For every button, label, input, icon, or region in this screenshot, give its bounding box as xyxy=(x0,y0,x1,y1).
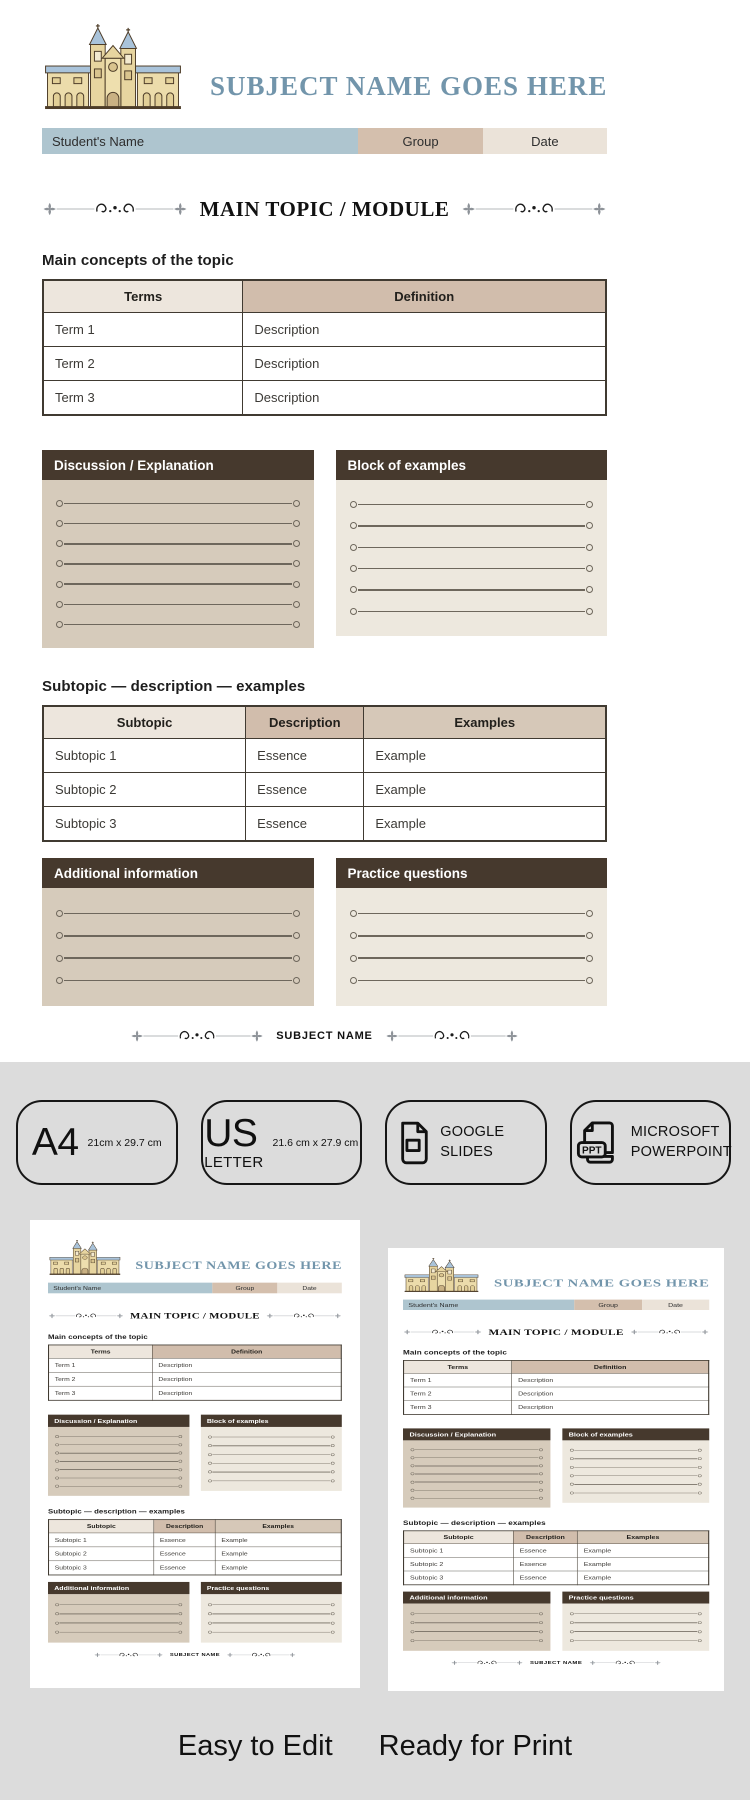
writing-line xyxy=(415,1474,538,1475)
concepts-table xyxy=(48,1345,342,1401)
discussion-block xyxy=(403,1428,550,1507)
thumbnail-template-mount xyxy=(48,1240,342,1659)
template-header xyxy=(403,1258,709,1292)
block-title: Block of examples xyxy=(562,1428,709,1440)
description-cell: Essence xyxy=(246,807,364,842)
writing-line xyxy=(415,1458,538,1459)
writing-line xyxy=(212,1454,330,1455)
format-badge-google-slides xyxy=(385,1100,547,1185)
description-cell: Essence xyxy=(513,1544,577,1558)
example-cell: Example xyxy=(215,1561,341,1575)
student-info-bar xyxy=(403,1300,709,1310)
definition-cell: Description xyxy=(243,381,606,416)
description-cell: Essence xyxy=(154,1561,215,1575)
writing-line xyxy=(415,1490,538,1491)
writing-line xyxy=(212,1480,330,1481)
table-row xyxy=(49,1561,342,1575)
writing-line xyxy=(358,935,586,937)
ornament-divider-icon xyxy=(403,1328,482,1336)
writing-line xyxy=(64,935,292,937)
subtopics-heading: Subtopic — description — examples xyxy=(42,678,306,695)
example-cell: Example xyxy=(364,773,606,807)
writing-line xyxy=(358,913,586,915)
definition-cell: Description xyxy=(243,313,606,347)
examples-block xyxy=(201,1415,342,1491)
footer-subject-label: SUBJECT NAME xyxy=(169,1652,220,1658)
writing-line xyxy=(59,1469,177,1470)
column-header: Description xyxy=(246,706,364,739)
writing-line xyxy=(358,611,586,613)
ornament-divider-icon xyxy=(94,1651,164,1659)
subject-title: SUBJECT NAME GOES HERE xyxy=(494,1276,710,1289)
term-cell: Term 3 xyxy=(43,381,243,416)
google-slides-label: GOOGLE SLIDES xyxy=(440,1123,505,1160)
additional-info-block xyxy=(48,1582,189,1643)
examples-block xyxy=(336,450,608,636)
block-title: Additional information xyxy=(48,1582,189,1594)
subtopic-cell: Subtopic 1 xyxy=(49,1533,154,1547)
writing-line xyxy=(59,1436,177,1437)
table-row xyxy=(404,1544,709,1558)
ornament-divider-icon xyxy=(630,1328,709,1336)
writing-line xyxy=(64,543,292,545)
writing-line xyxy=(59,1453,177,1454)
example-cell: Example xyxy=(364,739,606,773)
ornament-divider-icon xyxy=(130,1026,264,1046)
template-header xyxy=(48,1240,342,1275)
writing-line xyxy=(59,1461,177,1462)
concepts-table xyxy=(403,1360,709,1415)
a4-dimensions: 21cm x 29.7 cm xyxy=(87,1136,162,1149)
blocks-row xyxy=(48,1582,342,1643)
block-title: Practice questions xyxy=(201,1582,342,1594)
writing-line xyxy=(59,1614,177,1615)
writing-line xyxy=(358,980,586,982)
tagline-ready-for-print: Ready for Print xyxy=(378,1730,573,1762)
writing-line xyxy=(212,1604,330,1605)
footer-divider xyxy=(403,1659,709,1667)
concepts-heading: Main concepts of the topic xyxy=(403,1349,507,1356)
practice-questions-block xyxy=(336,858,608,1006)
block-title: Practice questions xyxy=(336,858,608,888)
column-header: Examples xyxy=(577,1531,708,1544)
practice-questions-block xyxy=(201,1582,342,1643)
table-row xyxy=(49,1372,342,1386)
term-cell: Term 2 xyxy=(404,1387,512,1401)
term-cell: Term 2 xyxy=(49,1372,153,1386)
ornament-divider-icon xyxy=(48,1312,124,1320)
student-info-bar xyxy=(48,1283,342,1294)
writing-line xyxy=(358,525,586,527)
writing-line xyxy=(415,1466,538,1467)
definition-cell: Description xyxy=(512,1387,709,1401)
powerpoint-label: MICROSOFT POWERPOINT xyxy=(630,1123,732,1160)
writing-lines-area xyxy=(48,1427,189,1496)
footer-divider xyxy=(48,1651,342,1659)
main-topic-divider xyxy=(403,1327,709,1337)
format-badge-us-letter xyxy=(201,1100,363,1185)
writing-line xyxy=(59,1445,177,1446)
writing-lines-area xyxy=(201,1594,342,1642)
student-name-field: Student's Name xyxy=(42,128,358,154)
writing-line xyxy=(415,1631,538,1632)
main-topic-title: MAIN TOPIC / MODULE xyxy=(488,1327,624,1337)
writing-lines-area xyxy=(336,888,608,1006)
writing-line xyxy=(358,568,586,570)
us-label: US xyxy=(204,1112,258,1155)
group-field: Group xyxy=(574,1300,641,1310)
writing-line xyxy=(358,504,586,506)
writing-line xyxy=(415,1614,538,1615)
writing-line xyxy=(64,604,292,606)
definition-cell: Description xyxy=(243,347,606,381)
date-field: Date xyxy=(483,128,607,154)
example-cell: Example xyxy=(577,1571,708,1585)
example-cell: Example xyxy=(364,807,606,842)
table-row xyxy=(49,1547,342,1561)
table-row xyxy=(404,1373,709,1387)
subtopic-cell: Subtopic 2 xyxy=(404,1557,514,1571)
term-cell: Term 2 xyxy=(43,347,243,381)
subtopic-cell: Subtopic 1 xyxy=(404,1544,514,1558)
term-cell: Term 1 xyxy=(49,1358,153,1372)
thumbnail-page-a4 xyxy=(30,1220,360,1688)
cathedral-logo-icon xyxy=(403,1258,480,1292)
subject-title: SUBJECT NAME GOES HERE xyxy=(210,71,608,101)
powerpoint-icon xyxy=(576,1120,622,1166)
writing-line xyxy=(574,1614,697,1615)
main-topic-divider xyxy=(42,196,607,222)
additional-info-block xyxy=(403,1592,550,1651)
template-header xyxy=(42,24,607,110)
block-title: Block of examples xyxy=(336,450,608,480)
writing-line xyxy=(574,1458,697,1459)
writing-line xyxy=(59,1623,177,1624)
writing-line xyxy=(415,1640,538,1641)
subtopics-table xyxy=(48,1519,342,1575)
table-row xyxy=(404,1387,709,1401)
main-topic-title: MAIN TOPIC / MODULE xyxy=(199,196,450,221)
table-row xyxy=(404,1571,709,1585)
writing-line xyxy=(574,1476,697,1477)
definition-cell: Description xyxy=(152,1386,341,1400)
google-slides-icon xyxy=(397,1121,431,1165)
writing-line xyxy=(574,1467,697,1468)
discussion-block xyxy=(42,450,314,648)
column-header: Examples xyxy=(364,706,606,739)
writing-lines-area xyxy=(42,480,314,648)
writing-line xyxy=(212,1632,330,1633)
ornament-divider-icon xyxy=(266,1312,342,1320)
writing-line xyxy=(358,547,586,549)
writing-line xyxy=(574,1640,697,1641)
writing-line xyxy=(574,1493,697,1494)
description-cell: Essence xyxy=(154,1547,215,1561)
term-cell: Term 1 xyxy=(404,1373,512,1387)
block-title: Additional information xyxy=(42,858,314,888)
description-cell: Essence xyxy=(246,773,364,807)
column-header: Definition xyxy=(512,1360,709,1373)
table-row xyxy=(43,313,606,347)
blocks-row xyxy=(42,450,607,648)
format-badge-powerpoint xyxy=(570,1100,732,1185)
subtopic-cell: Subtopic 2 xyxy=(43,773,246,807)
writing-line xyxy=(59,1478,177,1479)
blocks-row xyxy=(403,1428,709,1507)
writing-line xyxy=(415,1498,538,1499)
thumbnail-page-us-letter xyxy=(388,1248,724,1691)
cathedral-logo-icon xyxy=(48,1240,122,1275)
column-header: Subtopic xyxy=(43,706,246,739)
table-row xyxy=(404,1557,709,1571)
table-row xyxy=(404,1401,709,1415)
subtopic-cell: Subtopic 1 xyxy=(43,739,246,773)
writing-line xyxy=(59,1604,177,1605)
column-header: Description xyxy=(154,1520,215,1533)
ornament-divider-icon xyxy=(42,199,188,219)
ornament-divider-icon xyxy=(385,1026,519,1046)
table-row xyxy=(49,1386,342,1400)
writing-line xyxy=(59,1632,177,1633)
writing-line xyxy=(212,1614,330,1615)
term-cell: Term 1 xyxy=(43,313,243,347)
us-letter-dimensions: 21.6 cm x 27.9 cm xyxy=(272,1136,359,1149)
column-header: Terms xyxy=(43,280,243,313)
example-cell: Example xyxy=(215,1547,341,1561)
subtopic-cell: Subtopic 3 xyxy=(43,807,246,842)
letter-label: LETTER xyxy=(204,1154,264,1171)
table-row xyxy=(43,347,606,381)
example-cell: Example xyxy=(577,1557,708,1571)
blocks-row xyxy=(403,1592,709,1651)
main-topic-divider xyxy=(48,1311,342,1322)
concepts-heading: Main concepts of the topic xyxy=(48,1333,148,1341)
example-cell: Example xyxy=(577,1544,708,1558)
subtopics-table xyxy=(403,1530,709,1585)
writing-lines-area xyxy=(403,1440,550,1507)
writing-line xyxy=(64,563,292,565)
blocks-row xyxy=(42,858,607,1006)
group-field: Group xyxy=(213,1283,278,1294)
subtopic-cell: Subtopic 3 xyxy=(49,1561,154,1575)
ornament-divider-icon xyxy=(451,1659,524,1667)
table-row xyxy=(43,381,606,416)
writing-line xyxy=(415,1449,538,1450)
writing-line xyxy=(212,1623,330,1624)
column-header: Terms xyxy=(404,1360,512,1373)
hero-template-mount xyxy=(42,24,607,1046)
writing-line xyxy=(64,503,292,505)
definition-cell: Description xyxy=(152,1372,341,1386)
footer-subject-label: SUBJECT NAME xyxy=(276,1030,373,1042)
date-field: Date xyxy=(642,1300,709,1310)
column-header: Definition xyxy=(152,1345,341,1358)
writing-line xyxy=(574,1450,697,1451)
block-title: Additional information xyxy=(403,1592,550,1604)
term-cell: Term 3 xyxy=(404,1401,512,1415)
writing-line xyxy=(212,1472,330,1473)
column-header: Subtopic xyxy=(49,1520,154,1533)
description-cell: Essence xyxy=(154,1533,215,1547)
cathedral-logo-icon xyxy=(42,24,184,110)
example-cell: Example xyxy=(215,1533,341,1547)
ppt-badge-text: PPT xyxy=(581,1145,602,1157)
a4-label: A4 xyxy=(31,1121,79,1164)
writing-line xyxy=(64,523,292,525)
writing-line xyxy=(574,1631,697,1632)
student-info-bar xyxy=(42,128,607,154)
column-header: Definition xyxy=(243,280,606,313)
block-title: Discussion / Explanation xyxy=(403,1428,550,1440)
writing-lines-area xyxy=(48,1594,189,1642)
thumbnail-template-mount xyxy=(403,1258,709,1667)
description-cell: Essence xyxy=(513,1571,577,1585)
practice-questions-block xyxy=(562,1592,709,1651)
subtopics-heading: Subtopic — description — examples xyxy=(403,1519,546,1527)
table-row xyxy=(49,1533,342,1547)
main-topic-title: MAIN TOPIC / MODULE xyxy=(129,1310,260,1321)
format-info-section xyxy=(0,1062,750,1800)
subtopic-cell: Subtopic 3 xyxy=(404,1571,514,1585)
writing-line xyxy=(212,1437,330,1438)
table-row xyxy=(43,807,606,842)
writing-lines-area xyxy=(403,1604,550,1651)
table-row xyxy=(43,773,606,807)
term-cell: Term 3 xyxy=(49,1386,153,1400)
writing-line xyxy=(212,1463,330,1464)
block-title: Practice questions xyxy=(562,1592,709,1604)
ornament-divider-icon xyxy=(461,199,607,219)
writing-line xyxy=(64,913,292,915)
concepts-heading: Main concepts of the topic xyxy=(42,252,234,269)
subtopics-heading: Subtopic — description — examples xyxy=(48,1508,185,1516)
tagline xyxy=(0,1730,750,1763)
definition-cell: Description xyxy=(512,1401,709,1415)
subtopic-cell: Subtopic 2 xyxy=(49,1547,154,1561)
concepts-table xyxy=(42,279,607,416)
writing-line xyxy=(64,980,292,982)
date-field: Date xyxy=(277,1283,342,1294)
table-row xyxy=(43,739,606,773)
definition-cell: Description xyxy=(512,1373,709,1387)
column-header: Terms xyxy=(49,1345,153,1358)
discussion-block xyxy=(48,1415,189,1496)
format-badge-a4 xyxy=(16,1100,178,1185)
student-name-field: Student's Name xyxy=(403,1300,574,1310)
description-cell: Essence xyxy=(513,1557,577,1571)
writing-lines-area xyxy=(201,1427,342,1491)
student-name-field: Student's Name xyxy=(48,1283,213,1294)
writing-line xyxy=(212,1445,330,1446)
writing-line xyxy=(64,624,292,626)
blocks-row xyxy=(48,1415,342,1496)
writing-line xyxy=(358,589,586,591)
subject-title: SUBJECT NAME GOES HERE xyxy=(135,1259,342,1272)
worksheet-template xyxy=(48,1240,342,1659)
writing-lines-area xyxy=(42,888,314,1006)
writing-line xyxy=(415,1622,538,1623)
table-row xyxy=(49,1358,342,1372)
tagline-easy-to-edit: Easy to Edit xyxy=(177,1730,333,1762)
writing-line xyxy=(64,583,292,585)
footer-divider xyxy=(42,1026,607,1046)
writing-line xyxy=(574,1484,697,1485)
writing-line xyxy=(574,1622,697,1623)
group-field: Group xyxy=(358,128,482,154)
writing-lines-area xyxy=(562,1604,709,1651)
worksheet-template xyxy=(403,1258,709,1667)
subtopics-table xyxy=(42,705,607,842)
ornament-divider-icon xyxy=(226,1651,296,1659)
writing-line xyxy=(59,1486,177,1487)
ornament-divider-icon xyxy=(589,1659,662,1667)
writing-lines-area xyxy=(562,1440,709,1502)
writing-line xyxy=(358,957,586,959)
format-badges-row xyxy=(16,1100,731,1185)
definition-cell: Description xyxy=(152,1358,341,1372)
footer-subject-label: SUBJECT NAME xyxy=(529,1660,583,1666)
column-header: Description xyxy=(513,1531,577,1544)
writing-line xyxy=(415,1482,538,1483)
column-header: Examples xyxy=(215,1520,341,1533)
block-title: Discussion / Explanation xyxy=(48,1415,189,1427)
column-header: Subtopic xyxy=(404,1531,514,1544)
worksheet-template xyxy=(42,24,607,1046)
block-title: Discussion / Explanation xyxy=(42,450,314,480)
block-title: Block of examples xyxy=(201,1415,342,1427)
description-cell: Essence xyxy=(246,739,364,773)
examples-block xyxy=(562,1428,709,1502)
writing-line xyxy=(64,957,292,959)
writing-lines-area xyxy=(336,480,608,636)
additional-info-block xyxy=(42,858,314,1006)
